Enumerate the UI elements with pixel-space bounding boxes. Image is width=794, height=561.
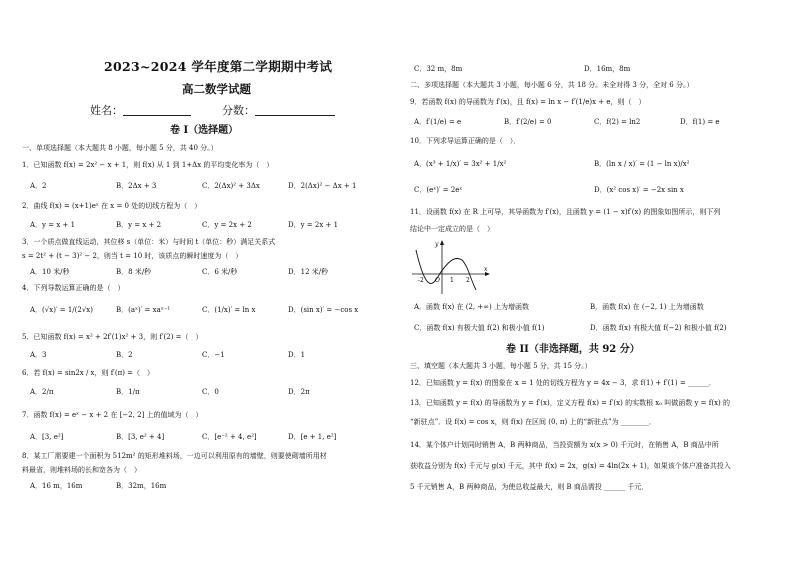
- question-12: 12．已知函数 y = f(x) 的图象在 x = 1 处的切线方程为 y = 4x − 3，求 f(1) + f′(1) = ______．: [410, 379, 716, 387]
- curve: [416, 250, 476, 290]
- q2-option-a: A．y = x + 1: [30, 221, 76, 229]
- question-14-line2: 获收益分别为 f(x) 千元与 g(x) 千元，其中 f(x) = 2x，g(x) = 4ln(2x + 1)，如果该个体户准备共投入: [410, 462, 731, 470]
- q11-option-a: A．函数 f(x) 在 (2, +∞) 上为增函数: [414, 303, 530, 311]
- part1-title: 卷 I（选择题）: [170, 125, 239, 136]
- q2-option-c: C．y = 2x + 2: [202, 221, 252, 229]
- q1-option-b: B．2Δx + 3: [116, 182, 157, 190]
- question-13-line1: 13．已知函数 y = f(x) 的导函数为 y = f′(x)，定义方程 f(x) = f′(x) 的实数根 x₀ 叫做函数 y = f(x) 的: [410, 399, 730, 407]
- q7-option-a: A．[3, e²]: [30, 433, 64, 441]
- q11-option-d: D．函数 f(x) 有极大值 f(−2) 和极小值 f(2): [590, 324, 727, 332]
- section3-heading: 三、填空题（本大题共 3 小题，每小题 5 分，共 15 分。）: [410, 362, 592, 370]
- q8-option-c: C．32 m，8m: [414, 65, 463, 73]
- q4-option-d: D．(sin x)′ = −cos x: [288, 306, 359, 314]
- section2-heading: 二、多项选择题（本大题共 3 小题，每小题 6 分，共 18 分。未全对得 3 分，全对 6 分。）: [410, 81, 694, 89]
- name-label: 姓名：: [90, 104, 123, 117]
- section1-heading: 一、单项选择题（本大题共 8 小题，每小题 5 分，共 40 分。）: [22, 144, 218, 152]
- q11-option-b: B．函数 f(x) 在 (−2, 1) 上为增函数: [590, 303, 704, 311]
- y-axis-arrow-icon: [440, 240, 444, 245]
- exam-title: 2023~2024 学年度第二学期期中考试: [104, 59, 333, 74]
- q1-option-c: C．2(Δx)² + 3Δx: [202, 182, 260, 190]
- tick-label: 1: [450, 277, 454, 284]
- q10-option-c: C．(eˣ)′ = 2eˣ: [414, 186, 463, 194]
- question-2: 2．曲线 f(x) = (x+1)eˣ 在 x = 0 处的切线方程为（ ）: [22, 202, 202, 210]
- q4-option-b: B．(aˣ)′ = xaˣ⁻¹: [116, 306, 171, 314]
- q10-option-d: D．(x² cos x)′ = −2x sin x: [594, 186, 684, 194]
- question-4: 4．下列导数运算正确的是（ ）: [22, 284, 125, 292]
- score-field: [222, 105, 335, 116]
- question-8-line2: 料最省，则堆料场的长和宽各为（ ）: [22, 466, 141, 474]
- question-10: 10．下列求导运算正确的是（ ）．: [410, 137, 521, 145]
- q9-option-a: A．f′(1/e) = e: [414, 118, 462, 126]
- q7-option-b: B．[3, e² + 4]: [116, 433, 165, 441]
- question-14-line3: 5 千元销售 A，B 两种商品，为使总收益最大，则 B 商品需投 ______ 千元．: [410, 483, 649, 491]
- q5-option-d: D．1: [288, 351, 306, 359]
- q5-option-b: B．2: [116, 351, 133, 359]
- q4-option-a: A．(√x)′ = 1/(2√x): [30, 306, 93, 314]
- q6-option-a: A．2/π: [30, 388, 54, 396]
- question-8-line1: 8．某工厂需要建一个面积为 512m² 的矩形堆料场，一边可以利用原有的墙壁，则要使砌墙所用材: [22, 452, 327, 460]
- name-blank: [123, 105, 191, 116]
- q11-option-c: C．函数 f(x) 有极大值 f(2) 和极小值 f(1): [414, 324, 545, 332]
- q9-option-b: B．f′(2/e) = 0: [504, 118, 552, 126]
- q3-option-b: B．8 米/秒: [116, 268, 152, 276]
- q2-option-d: D．y = 2x + 1: [288, 221, 339, 229]
- exam-subtitle: 高二数学试题: [182, 82, 251, 96]
- question-6: 6．若 f(x) = sin2x / x，则 f′(π) =（ ）: [22, 369, 155, 377]
- question-13-line2: “新驻点”．设 f(x) = cos x，则 f(x) 在区间 (0, π) 上的“新驻点”为 ________．: [410, 418, 656, 426]
- question-1: 1．已知函数 f(x) = 2x² − x + 1，则 f(x) 从 1 到 1+Δx 的平均变化率为（ ）: [22, 161, 274, 169]
- origin-label: O: [435, 277, 440, 284]
- q9-option-d: D．f(1) = e: [680, 118, 720, 126]
- q1-option-d: D．2(Δx)² − Δx + 1: [288, 182, 357, 190]
- q10-option-b: B．(ln x / x)′ = (1 − ln x)/x²: [594, 160, 690, 168]
- q8-option-d: D．16m，8m: [584, 65, 631, 73]
- tick-label: 2: [466, 277, 470, 284]
- q3-option-c: C．6 米/秒: [202, 268, 238, 276]
- question-7: 7．函数 f(x) = eˣ − x + 2 在 [−2, 2] 上的值域为（ ）: [22, 411, 203, 419]
- score-blank: [255, 105, 335, 116]
- q3-option-a: A．10 米/秒: [30, 268, 70, 276]
- q7-option-c: C．[e⁻² + 4, e²]: [202, 433, 257, 441]
- q2-option-b: B．y = x + 2: [116, 221, 162, 229]
- q6-option-b: B．1/π: [116, 388, 140, 396]
- question-3-line2: s = 2t² + (t − 3)² − 2，则当 t = 10 时，该质点的瞬时速度为（ ）: [22, 252, 243, 260]
- question-14-line1: 14．某个体户计划同时销售 A，B 两种商品，当投资额为 x(x > 0) 千元时，在销售 A，B 商品中所: [410, 441, 719, 449]
- part2-title: 卷 II（非选择题，共 92 分）: [506, 344, 640, 355]
- tick-label: -2: [418, 277, 424, 284]
- q7-option-d: D．[e + 1, e²]: [288, 433, 337, 441]
- q5-option-a: A．3: [30, 351, 47, 359]
- q1-option-a: A．2: [30, 182, 47, 190]
- question-9: 9．若函数 f(x) 的导函数为 f′(x)，且 f(x) = ln x − f′(1/e)x + e，则（ ）: [410, 98, 646, 106]
- q8-option-b: B．32m，16m: [116, 482, 167, 490]
- question-3-line1: 3．一个质点做直线运动，其位移 s（单位：米）与时间 t（单位：秒）满足关系式: [22, 238, 276, 246]
- score-label: 分数：: [222, 104, 255, 117]
- q6-option-c: C．0: [202, 388, 219, 396]
- y-axis-label: y: [435, 241, 439, 248]
- q5-option-c: C．−1: [202, 351, 225, 359]
- q4-option-c: C．(1/x)′ = ln x: [202, 306, 256, 314]
- q9-option-c: C．f(2) = ln2: [594, 118, 641, 126]
- name-field: [90, 105, 191, 116]
- q10-option-a: A．(x³ + 1/x)′ = 3x² + 1/x²: [414, 160, 507, 168]
- question-5: 5．已知函数 f(x) = x² + 2f′(1)x² + 3，则 f′(2) =（ ）: [22, 333, 203, 341]
- q3-option-d: D．12 米/秒: [288, 268, 329, 276]
- question-11-line2: 结论中一定成立的是（ ）: [410, 225, 494, 233]
- q11-function-graph: [410, 238, 492, 296]
- question-11-line1: 11．设函数 f(x) 在 R 上可导，其导函数为 f′(x)，且函数 y = (1 − x)f′(x) 的图象如图所示，则下列: [410, 208, 721, 216]
- q8-option-a: A．16 m，16m: [30, 482, 83, 490]
- x-axis-label: x: [484, 266, 488, 273]
- q6-option-d: D．2π: [288, 388, 310, 396]
